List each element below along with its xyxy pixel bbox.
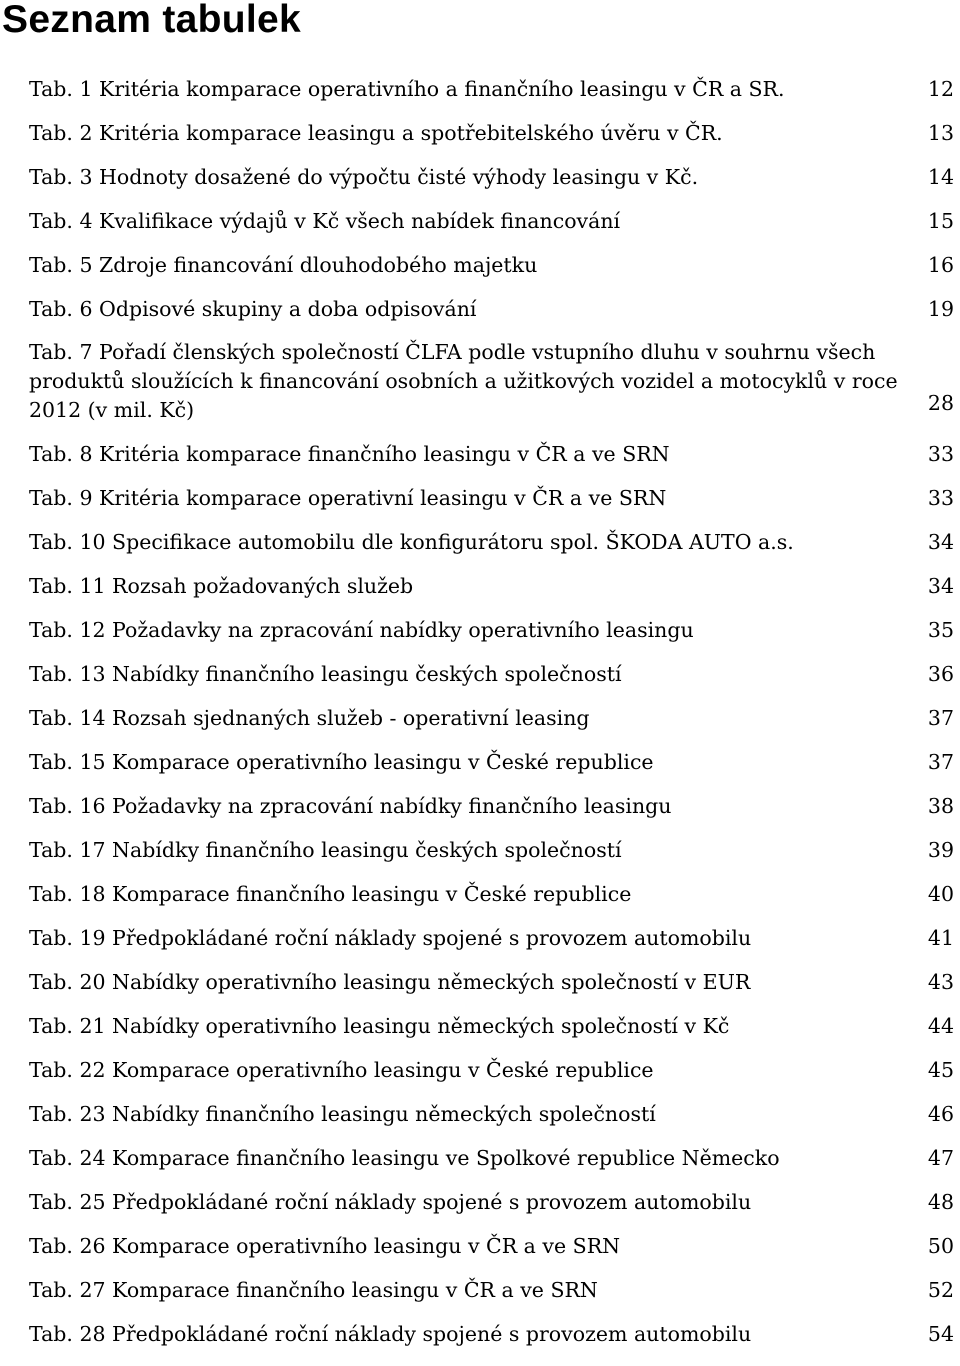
toc-entry-page: 52: [927, 1268, 954, 1312]
toc-entry[interactable]: [29, 960, 954, 1004]
toc-entry[interactable]: [29, 287, 954, 331]
toc-entry-page: 43: [927, 960, 954, 1004]
toc-entry-text: Tab. 15 Komparace operativního leasingu v České republice: [29, 750, 654, 774]
toc-entry-text: Tab. 27 Komparace finančního leasingu v ČR a ve SRN: [29, 1278, 598, 1302]
toc-entry-text: Tab. 28 Předpokládané roční náklady spojené s provozem automobilu: [29, 1322, 752, 1346]
toc-entry[interactable]: [29, 1048, 954, 1092]
toc-entry-page: 34: [927, 564, 954, 608]
toc-entry-page: 34: [927, 520, 954, 564]
toc-entry-page: 13: [927, 111, 954, 155]
toc-entry[interactable]: [29, 608, 954, 652]
toc-entry-text: Tab. 20 Nabídky operativního leasingu německých společností v EUR: [29, 970, 751, 994]
toc-entry[interactable]: [29, 1136, 954, 1180]
toc-entry-text: Tab. 23 Nabídky finančního leasingu německých společností: [29, 1102, 656, 1126]
toc-entry[interactable]: [29, 1004, 954, 1048]
toc-entry-text: Tab. 9 Kritéria komparace operativní leasingu v ČR a ve SRN: [29, 486, 667, 510]
toc-entry[interactable]: [29, 1268, 954, 1312]
toc-entry-page: 41: [927, 916, 954, 960]
toc-entry-text: Tab. 18 Komparace finančního leasingu v České republice: [29, 882, 632, 906]
toc-entry[interactable]: [29, 432, 954, 476]
toc-entry-text: Tab. 2 Kritéria komparace leasingu a spotřebitelského úvěru v ČR.: [29, 121, 723, 145]
toc-entry[interactable]: [29, 564, 954, 608]
table-of-tables: [29, 67, 954, 1356]
toc-entry[interactable]: [29, 520, 954, 564]
toc-entry[interactable]: [29, 331, 954, 432]
toc-entry-page: 36: [927, 652, 954, 696]
toc-entry-page: 14: [927, 155, 954, 199]
toc-entry[interactable]: [29, 1224, 954, 1268]
toc-entry-page: 35: [927, 608, 954, 652]
toc-entry-text: Tab. 14 Rozsah sjednaných služeb - operativní leasing: [29, 706, 590, 730]
toc-entry-text: Tab. 10 Specifikace automobilu dle konfigurátoru spol. ŠKODA AUTO a.s.: [29, 530, 794, 554]
toc-entry[interactable]: [29, 155, 954, 199]
toc-entry-text: Tab. 5 Zdroje financování dlouhodobého majetku: [29, 253, 538, 277]
toc-entry-text: Tab. 1 Kritéria komparace operativního a finančního leasingu v ČR a SR.: [29, 77, 785, 101]
toc-entry[interactable]: [29, 1092, 954, 1136]
toc-entry[interactable]: [29, 828, 954, 872]
toc-entry-page: 37: [927, 740, 954, 784]
toc-entry[interactable]: [29, 696, 954, 740]
toc-entry-text: Tab. 24 Komparace finančního leasingu ve Spolkové republice Německo: [29, 1146, 780, 1170]
toc-entry[interactable]: [29, 784, 954, 828]
toc-entry[interactable]: [29, 476, 954, 520]
toc-entry-text: Tab. 7 Pořadí členských společností ČLFA podle vstupního dluhu v souhrnu všech produktů sloužících k financování osobních a užitkových vozidel a motocyklů v roce 2012 (v mil. Kč): [29, 340, 898, 422]
toc-entry-text: Tab. 8 Kritéria komparace finančního leasingu v ČR a ve SRN: [29, 442, 670, 466]
toc-entry-text: Tab. 3 Hodnoty dosažené do výpočtu čisté výhody leasingu v Kč.: [29, 165, 699, 189]
toc-entry-page: 33: [927, 432, 954, 476]
toc-entry-text: Tab. 22 Komparace operativního leasingu v České republice: [29, 1058, 654, 1082]
toc-entry-text: Tab. 21 Nabídky operativního leasingu německých společností v Kč: [29, 1014, 730, 1038]
toc-entry-page: 38: [927, 784, 954, 828]
toc-entry-page: 33: [927, 476, 954, 520]
toc-entry-page: 40: [927, 872, 954, 916]
toc-entry-text: Tab. 11 Rozsah požadovaných služeb: [29, 574, 414, 598]
toc-entry[interactable]: [29, 111, 954, 155]
toc-entry-page: 54: [927, 1312, 954, 1356]
toc-entry-page: 45: [927, 1048, 954, 1092]
toc-entry-text: Tab. 25 Předpokládané roční náklady spojené s provozem automobilu: [29, 1190, 752, 1214]
toc-entry[interactable]: [29, 916, 954, 960]
toc-entry-page: 48: [927, 1180, 954, 1224]
toc-entry[interactable]: [29, 872, 954, 916]
toc-entry-text: Tab. 17 Nabídky finančního leasingu českých společností: [29, 838, 622, 862]
toc-entry-page: 12: [927, 67, 954, 111]
toc-entry-page: 50: [927, 1224, 954, 1268]
page-title: Seznam tabulek: [2, 0, 301, 41]
toc-entry-page: 19: [927, 287, 954, 331]
toc-entry-page: 28: [927, 389, 954, 418]
toc-entry-text: Tab. 4 Kvalifikace výdajů v Kč všech nabídek financování: [29, 209, 621, 233]
toc-entry[interactable]: [29, 67, 954, 111]
toc-entry-page: 44: [927, 1004, 954, 1048]
toc-entry[interactable]: [29, 740, 954, 784]
toc-entry-page: 15: [927, 199, 954, 243]
toc-entry[interactable]: [29, 243, 954, 287]
toc-entry-page: 37: [927, 696, 954, 740]
toc-entry-page: 46: [927, 1092, 954, 1136]
toc-entry-text: Tab. 13 Nabídky finančního leasingu českých společností: [29, 662, 622, 686]
toc-entry-text: Tab. 19 Předpokládané roční náklady spojené s provozem automobilu: [29, 926, 752, 950]
toc-entry[interactable]: [29, 199, 954, 243]
toc-entry-page: 16: [927, 243, 954, 287]
toc-entry-page: 47: [927, 1136, 954, 1180]
toc-entry-text: Tab. 12 Požadavky na zpracování nabídky operativního leasingu: [29, 618, 694, 642]
toc-entry-text: Tab. 6 Odpisové skupiny a doba odpisování: [29, 297, 477, 321]
toc-entry-text: Tab. 16 Požadavky na zpracování nabídky finančního leasingu: [29, 794, 672, 818]
toc-entry-inner: [29, 338, 954, 425]
toc-entry[interactable]: [29, 1312, 954, 1356]
toc-entry[interactable]: [29, 652, 954, 696]
toc-entry[interactable]: [29, 1180, 954, 1224]
toc-entry-text: Tab. 26 Komparace operativního leasingu v ČR a ve SRN: [29, 1234, 621, 1258]
toc-entry-page: 39: [927, 828, 954, 872]
